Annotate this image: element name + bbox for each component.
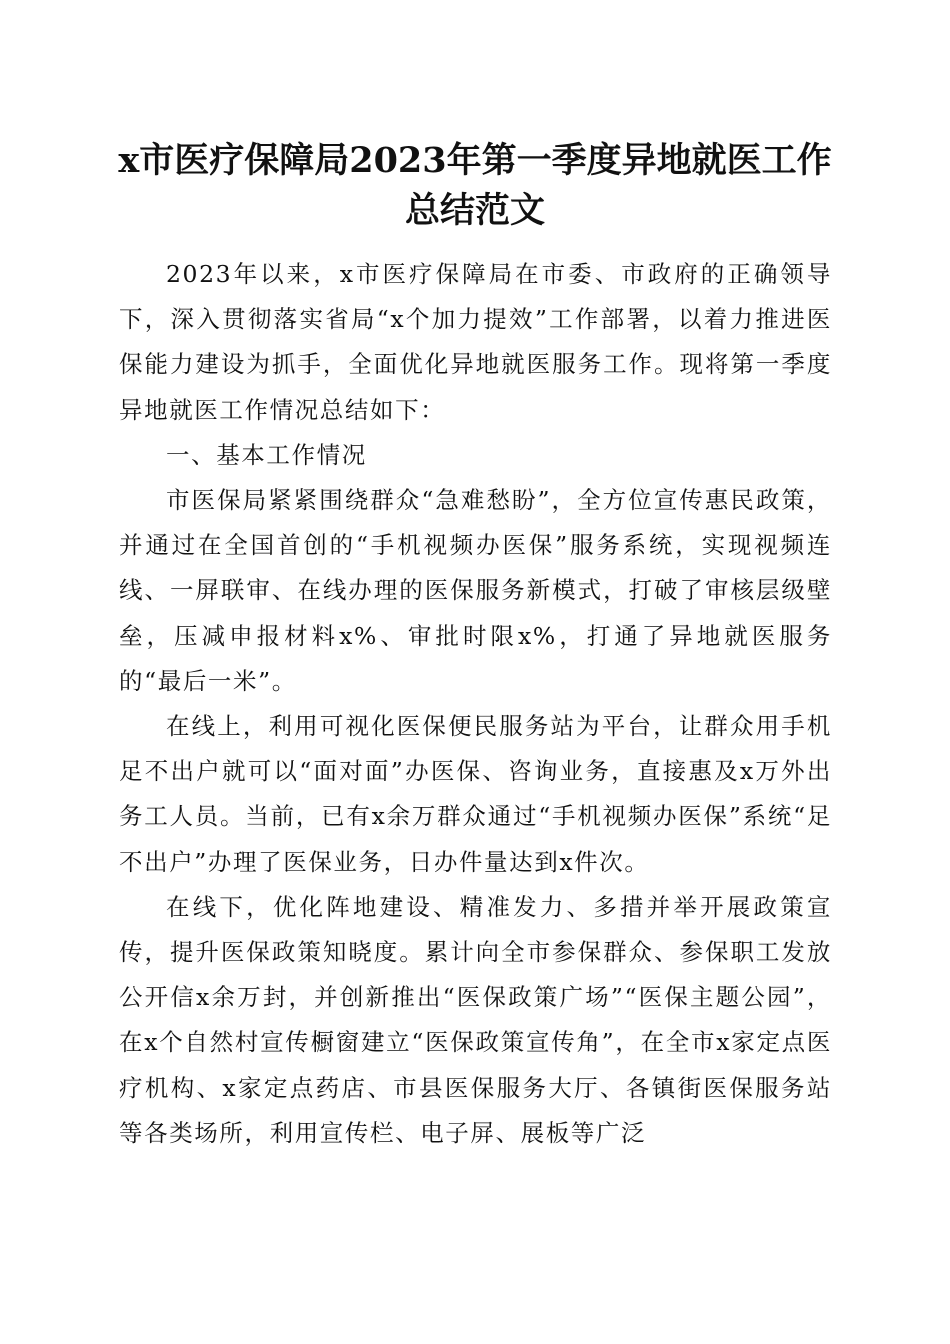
body-paragraph: 在线上，利用可视化医保便民服务站为平台，让群众用手机足不出户就可以“面对面”办医保、咨询业务，直接惠及x万外出务工人员。当前，已有x余万群众通过“手机视频办医保”系统“足不出户”办理了医保业务，日办件量达到x件次。 — [119, 712, 832, 876]
document-body — [119, 252, 832, 1156]
document-title — [80, 136, 870, 236]
title-line-1: x市医疗保障局2023年第一季度异地就医工作 — [118, 140, 832, 181]
body-paragraph: 市医保局紧紧围绕群众“急难愁盼”，全方位宣传惠民政策，并通过在全国首创的“手机视频办医保”服务系统，实现视频连线、一屏联审、在线办理的医保服务新模式，打破了审核层级壁垒，压减申报材料x%、审批时限x%，打通了异地就医服务的“最后一米”。 — [119, 486, 832, 695]
section-heading: 一、基本工作情况 — [166, 440, 367, 469]
body-paragraph: 在线下，优化阵地建设、精准发力、多措并举开展政策宣传，提升医保政策知晓度。累计向全市参保群众、参保职工发放公开信x余万封，并创新推出“医保政策广场”“医保主题公园”，在x个自然村宣传橱窗建立“医保政策宣传角”，在全市x家定点医疗机构、x家定点药店、市县医保服务大厅、各镇街医保服务站等各类场所，利用宣传栏、电子屏、展板等广泛 — [119, 892, 832, 1147]
intro-paragraph: 2023年以来，x市医疗保障局在市委、市政府的正确领导下，深入贯彻落实省局“x个加力提效”工作部署，以着力推进医保能力建设为抓手，全面优化异地就医服务工作。现将第一季度异地就医工作情况总结如下： — [119, 260, 832, 424]
title-line-2: 总结范文 — [404, 190, 545, 231]
